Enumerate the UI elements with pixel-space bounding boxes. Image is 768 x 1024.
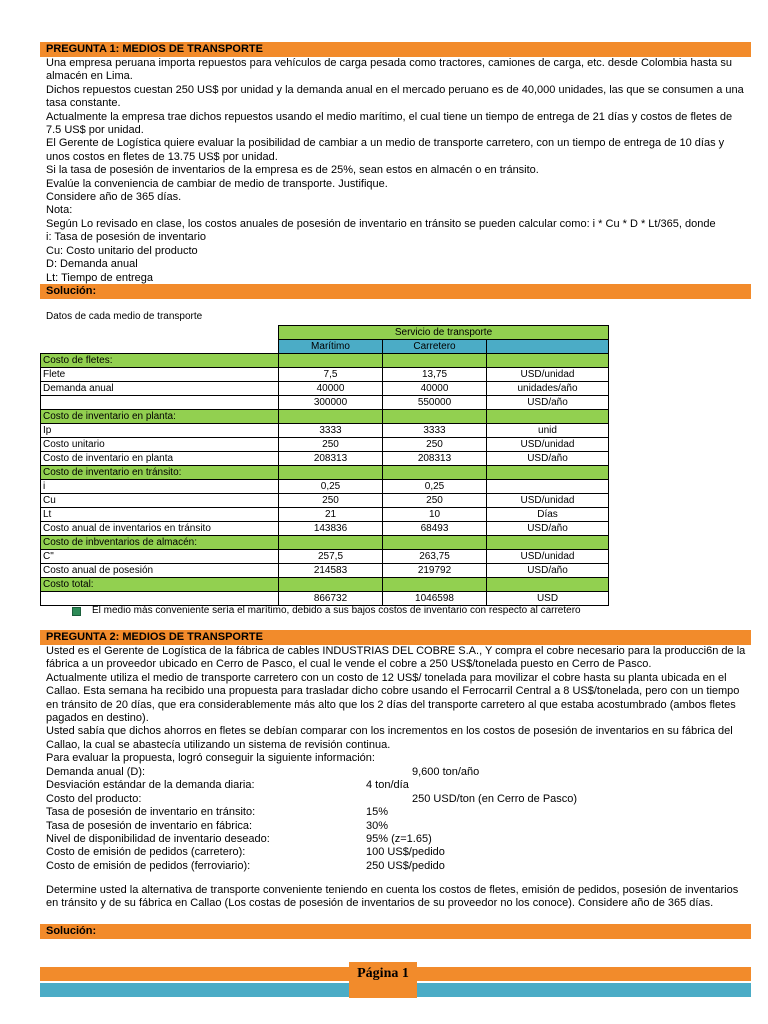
service-header: Servicio de transporte (279, 326, 609, 340)
maritimo-value: 21 (279, 508, 383, 522)
row-label: Costo anual de inventarios en tránsito (41, 522, 279, 536)
text-line: Nota: (46, 204, 73, 217)
text-line: fábrica a un proveedor ubicado en Cerro de Pasco, el cual le vende el cobre a 250 US$/tonelada puesto en Cerro de Pasco. (46, 658, 652, 671)
transport-data-table (40, 325, 609, 606)
table-row (41, 368, 609, 382)
row-label: C" (41, 550, 279, 564)
info-value: 9,600 ton/año (412, 766, 480, 778)
carretero-value (383, 354, 487, 368)
info-key: Costo del producto: (46, 792, 142, 805)
row-label: Cu (41, 494, 279, 508)
info-key: Tasa de posesión de inventario en tránsito: (46, 806, 256, 819)
col-maritimo: Marítimo (279, 340, 383, 354)
text-line: tasa constante. (46, 97, 121, 110)
text-line: en tránsito de 20 días, que era considerablemente más alto que los 2 días del transporte carretero al que estaba acostumbrado (ambos fletes (46, 698, 736, 711)
maritimo-value: 143836 (279, 522, 383, 536)
maritimo-value (279, 410, 383, 424)
text-line: i: Tasa de posesión de inventario (46, 231, 207, 244)
info-key: Tasa de posesión de inventario en fábrica: (46, 819, 253, 832)
table-row (41, 592, 609, 606)
row-label: Costo de fletes: (41, 354, 279, 368)
table-row (41, 564, 609, 578)
maritimo-value: 3333 (279, 424, 383, 438)
info-key: Desviación estándar de la demanda diaria: (46, 779, 255, 792)
carretero-value: 40000 (383, 382, 487, 396)
carretero-value: 1046598 (383, 592, 487, 606)
row-label: i (41, 480, 279, 494)
q2-statement (46, 645, 752, 766)
table-section-row (41, 536, 609, 550)
maritimo-value (279, 354, 383, 368)
q2-solution-header: Solución: (40, 924, 751, 939)
table-row (41, 424, 609, 438)
maritimo-value: 208313 (279, 452, 383, 466)
unit-value: USD (487, 592, 609, 606)
maritimo-value: 40000 (279, 382, 383, 396)
carretero-value: 208313 (383, 452, 487, 466)
unit-value (487, 536, 609, 550)
text-line: Usted es el Gerente de Logística de la fábrica de cables INDUSTRIAS DEL COBRE S.A., Y compra el cobre necesario para la producci6n de la (46, 645, 746, 657)
text-line: unos costos en fletes de 13.75 US$ por unidad. (46, 150, 278, 163)
unit-value: USD/año (487, 396, 609, 410)
carretero-value: 13,75 (383, 368, 487, 382)
q2-determine (46, 884, 752, 911)
unit-value: USD/año (487, 564, 609, 578)
row-label (41, 592, 279, 606)
table-section-row (41, 354, 609, 368)
table-row (41, 396, 609, 410)
carretero-value (383, 466, 487, 480)
maritimo-value: 214583 (279, 564, 383, 578)
carretero-value: 0,25 (383, 480, 487, 494)
row-label: Lt (41, 508, 279, 522)
table-section-row (41, 578, 609, 592)
text-line: almacén en Lima. (46, 70, 133, 83)
table-section-row (41, 410, 609, 424)
text-line: Determine usted la alternativa de transporte conveniente teniendo en cuenta los costos de fletes, emisión de pedidos, posesión de inventarios (46, 884, 739, 896)
table-caption: Datos de cada medio de transporte (46, 311, 203, 322)
text-line: Actualmente utiliza el medio de transporte carretero con un costo de 12 US$/ tonelada para movilizar el cobre hasta su planta ubicada en el (46, 671, 727, 684)
text-line: Lt: Tiempo de entrega (46, 271, 154, 284)
unit-value: USD/unidad (487, 368, 609, 382)
carretero-value: 250 (383, 438, 487, 452)
info-value: 30% (366, 819, 389, 832)
unit-value: USD/año (487, 452, 609, 466)
table-row (41, 382, 609, 396)
q1-solution-header: Solución: (40, 284, 751, 299)
info-value: 250 USD/ton (en Cerro de Pasco) (412, 792, 578, 805)
maritimo-value: 7,5 (279, 368, 383, 382)
unit-value: USD/unidad (487, 438, 609, 452)
text-line: D: Demanda anual (46, 258, 138, 271)
row-label: Demanda anual (41, 382, 279, 396)
conclusion-text: El medio más conveniente sería el marítimo, debido a sus bajos costos de inventario con respecto al carretero (92, 605, 581, 616)
carretero-value: 68493 (383, 522, 487, 536)
carretero-value (383, 410, 487, 424)
table-row (41, 522, 609, 536)
row-label: Costo unitario (41, 438, 279, 452)
info-value: 100 US$/pedido (366, 846, 445, 859)
row-label: Costo de inventario en planta: (41, 410, 279, 424)
unit-value (487, 410, 609, 424)
carretero-value: 219792 (383, 564, 487, 578)
text-line: El Gerente de Logística quiere evaluar la posibilidad de cambiar a un medio de transporte carretero, con un tiempo de entrega de 10 días y (46, 137, 725, 150)
text-line: en tránsito y de su fábrica en Callao (Los costas de posesión de inventarios de su proveedor no los conoce). Considere año de 365 días. (46, 897, 714, 910)
unit-value (487, 354, 609, 368)
maritimo-value (279, 466, 383, 480)
row-label: Costo total: (41, 578, 279, 592)
maritimo-value (279, 578, 383, 592)
info-value: 15% (366, 806, 389, 819)
col-carretero: Carretero (383, 340, 487, 354)
table-row (41, 550, 609, 564)
unit-value: USD/unidad (487, 494, 609, 508)
info-value: 95% (z=1.65) (366, 833, 432, 845)
text-line: Una empresa peruana importa repuestos para vehículos de carga pesada como tractores, camiones de carga, etc. desde Colombia hasta su (46, 57, 733, 69)
unit-value (487, 480, 609, 494)
unit-value: Días (487, 508, 609, 522)
maritimo-value: 250 (279, 438, 383, 452)
maritimo-value: 300000 (279, 396, 383, 410)
carretero-value: 263,75 (383, 550, 487, 564)
info-key: Costo de emisión de pedidos (ferroviario): (46, 859, 251, 872)
text-line: Evalúe la conveniencia de cambiar de medio de transporte. Justifique. (46, 177, 388, 190)
unit-value: unid (487, 424, 609, 438)
unit-value (487, 466, 609, 480)
text-line: Actualmente la empresa trae dichos repuestos usando el medio marítimo, el cual tiene un tiempo de entrega de 21 días y costos de fletes de (46, 110, 733, 123)
table-row (41, 438, 609, 452)
carretero-value (383, 536, 487, 550)
maritimo-value: 250 (279, 494, 383, 508)
bullet-icon (72, 607, 81, 616)
text-line: Considere año de 365 días. (46, 191, 182, 204)
table-row (41, 508, 609, 522)
carretero-value: 550000 (383, 396, 487, 410)
row-label: Flete (41, 368, 279, 382)
maritimo-value: 0,25 (279, 480, 383, 494)
page-number: Página 1 (349, 962, 417, 998)
text-line: pagados en destino). (46, 712, 149, 725)
unit-value: USD/año (487, 522, 609, 536)
text-line: Callao, la cual se abastecía utilizando un sistema de revisión continua. (46, 738, 391, 751)
q1-header: PREGUNTA 1: MEDIOS DE TRANSPORTE (40, 42, 751, 57)
row-label (41, 396, 279, 410)
table-row (41, 480, 609, 494)
q1-statement (46, 57, 752, 285)
col-unit (487, 340, 609, 354)
info-value: 250 US$/pedido (366, 859, 445, 872)
info-value: 4 ton/día (366, 779, 409, 792)
maritimo-value (279, 536, 383, 550)
row-label: Ip (41, 424, 279, 438)
carretero-value: 10 (383, 508, 487, 522)
text-line: Según Lo revisado en clase, los costos anuales de posesión de inventario en tránsito se pueden calcular como: i * Cu * D * Lt/365, donde (46, 217, 716, 230)
info-key: Demanda anual (D): (46, 766, 146, 778)
info-key: Costo de emisión de pedidos (carretero): (46, 846, 246, 859)
unit-value: unidades/año (487, 382, 609, 396)
text-line: Cu: Costo unitario del producto (46, 244, 198, 257)
carretero-value: 250 (383, 494, 487, 508)
info-key: Nivel de disponibilidad de inventario deseado: (46, 833, 270, 845)
text-line: Dichos repuestos cuestan 250 US$ por unidad y la demanda anual en el mercado peruano es de 40,000 unidades, las que se consumen a una (46, 83, 744, 96)
text-line: Si la tasa de posesión de inventarios de la empresa es de 25%, sean estos en almacén o en tránsito. (46, 164, 539, 177)
maritimo-value: 257,5 (279, 550, 383, 564)
row-label: Costo de inbventarios de almacén: (41, 536, 279, 550)
text-line: Callao. Esta semana ha recibido una propuesta para trasladar dicho cobre usando el Ferrocarril Central a 8 US$/tonelada, pero con un tiempo (46, 685, 740, 698)
unit-value (487, 578, 609, 592)
text-line: Usted sabía que dichos ahorros en fletes se debían comparar con los incrementos en los costos de posesión de inventarios en su fábrica del (46, 725, 733, 738)
maritimo-value: 866732 (279, 592, 383, 606)
text-line: Para evaluar la propuesta, logró conseguir la siguiente información: (46, 752, 375, 765)
row-label: Costo de inventario en tránsito: (41, 466, 279, 480)
carretero-value: 3333 (383, 424, 487, 438)
table-row (41, 452, 609, 466)
unit-value: USD/unidad (487, 550, 609, 564)
table-section-row (41, 466, 609, 480)
q2-header: PREGUNTA 2: MEDIOS DE TRANSPORTE (40, 630, 751, 645)
row-label: Costo anual de posesión (41, 564, 279, 578)
carretero-value (383, 578, 487, 592)
table-row (41, 494, 609, 508)
text-line: 7.5 US$ por unidad. (46, 124, 144, 137)
row-label: Costo de inventario en planta (41, 452, 279, 466)
